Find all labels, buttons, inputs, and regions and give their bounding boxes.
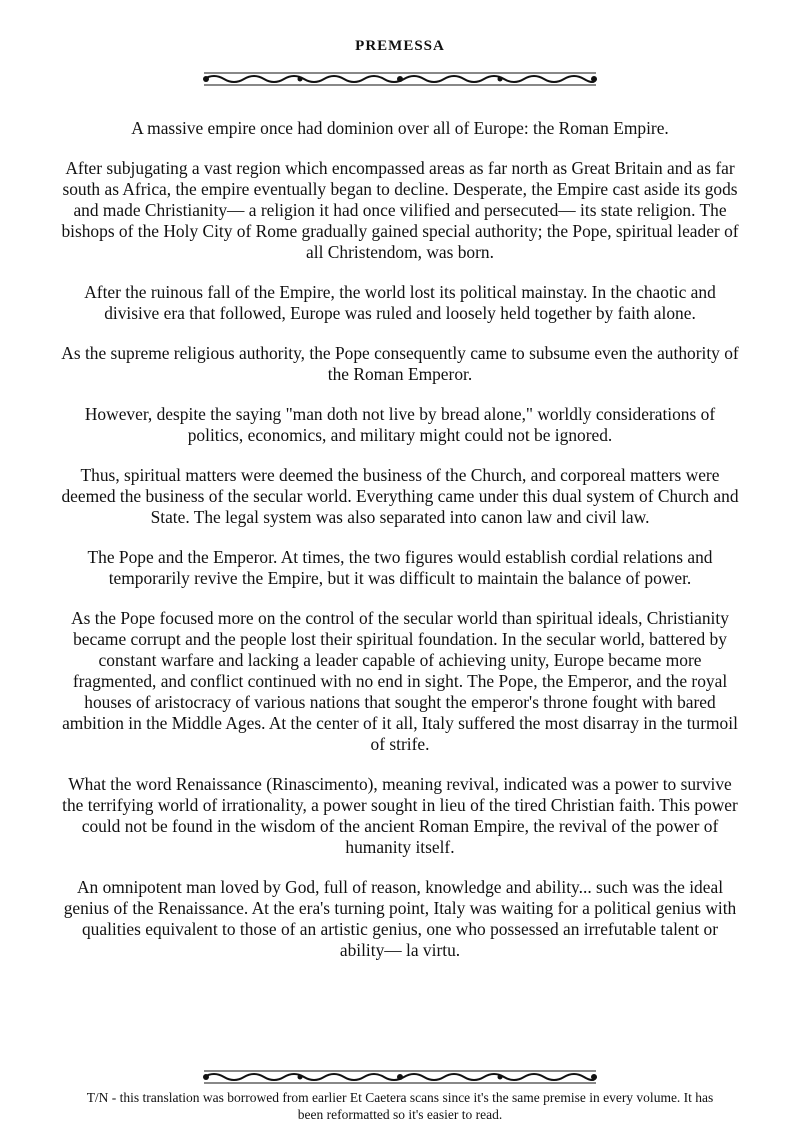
paragraph: What the word Renaissance (Rinascimento), meaning revival, indicated was a power to survive the terrifying world of irrationality, a power sought in lieu of the tired Christian faith. This power could not be found in the wisdom of the ancient Roman Empire, the revival of the power of humanity itself. <box>62 774 738 857</box>
paragraph: A massive empire once had dominion over all of Europe: the Roman Empire. <box>131 118 669 138</box>
paragraph: After subjugating a vast region which encompassed areas as far north as Great Britain and as far south as Africa, the empire eventually began to decline. Desperate, the Empire cast aside its gods and made Christianity— a religion it had once vilified and persecuted— its state religion. The bishops of the Holy City of Rome gradually gained special authority; the Pope, spiritual leader of all Christendom, was born. <box>61 158 739 262</box>
paragraph: An omnipotent man loved by God, full of reason, knowledge and ability... such was the ideal genius of the Renaissance. At the era's turning point, Italy was waiting for a political genius with qualities equivalent to those of an artistic genius, one who possessed an irrefutable talent or ability— la virtu. <box>63 877 737 960</box>
paragraph: The Pope and the Emperor. At times, the two figures would establish cordial relations and temporarily revive the Empire, but it was difficult to maintain the balance of power. <box>87 547 713 588</box>
paragraph: However, despite the saying "man doth not live by bread alone," worldly considerations of politics, economics, and military might could not be ignored. <box>84 404 716 445</box>
paragraph: As the supreme religious authority, the Pope consequently came to subsume even the authority of the Roman Emperor. <box>61 343 739 384</box>
premise-body <box>60 118 740 980</box>
paragraph: Thus, spiritual matters were deemed the business of the Church, and corporeal matters were deemed the business of the secular world. Everything came under this dual system of Church and State. The legal system was also separated into canon law and civil law. <box>61 465 739 527</box>
ornament-divider-icon <box>200 1068 600 1086</box>
translator-note: T/N - this translation was borrowed from earlier Et Caetera scans since it's the same premise in every volume. It has been reformatted so it's easier to read. <box>86 1090 714 1122</box>
ornament-divider-icon <box>200 70 600 88</box>
paragraph: As the Pope focused more on the control of the secular world than spiritual ideals, Christianity became corrupt and the people lost their spiritual foundation. In the secular world, battered by constant warfare and lacking a leader capable of achieving unity, Europe became more fragmented, and conflict continued with no end in sight. The Pope, the Emperor, and the royal houses of aristocracy of various nations that sought the emperor's throne fought with bared ambition in the Middle Ages. At the center of it all, Italy suffered the most disarray in the turmoil of strife. <box>62 608 738 754</box>
page-title: PREMESSA <box>355 38 445 54</box>
paragraph: After the ruinous fall of the Empire, the world lost its political mainstay. In the chaotic and divisive era that followed, Europe was ruled and loosely held together by faith alone. <box>84 282 716 323</box>
